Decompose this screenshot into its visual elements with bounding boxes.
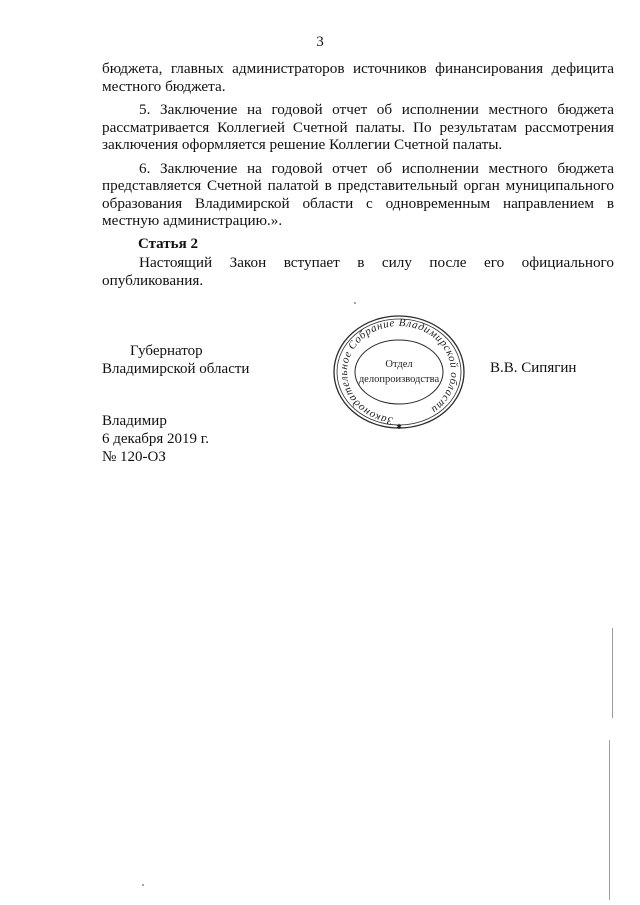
law-body [102, 60, 614, 230]
signature-title-region: Владимирской области [102, 361, 250, 377]
signature-title-position: Губернатор [130, 343, 203, 359]
seal-ring-text: Законодательное Собрание Владимирской области [338, 316, 461, 427]
closing-block [102, 412, 209, 466]
article-text: Настоящий Закон вступает в силу после его официального опубликования. [102, 254, 614, 289]
closing-number: № 120-ОЗ [102, 449, 166, 465]
official-seal-stamp [327, 314, 471, 434]
scan-edge-mark [612, 628, 613, 718]
paragraph-item-5: 5. Заключение на годовой отчет об исполнении местного бюджета рассматривается Коллегией Счетной палаты. По результатам рассмотрения заключения оформляется решение Коллегии Счетной палаты. [102, 101, 614, 153]
page-number: 3 [316, 34, 324, 50]
signatory-name: В.В. Сипягин [490, 360, 577, 376]
closing-city: Владимир [102, 413, 167, 429]
seal-star-icon: ✱ [396, 423, 402, 431]
paragraph-item-6: 6. Заключение на годовой отчет об исполнении местного бюджета представляется Счетной палатой в представительный орган муниципального образования Владимирской области с одновременным направлением в местную администрацию.». [102, 159, 614, 229]
article-body [102, 254, 614, 289]
signature-title [102, 342, 282, 378]
article-heading: Статья 2 [138, 236, 198, 252]
seal-center-line2: делопроизводства [358, 374, 440, 385]
closing-date: 6 декабря 2019 г. [102, 431, 209, 447]
paragraph-continuation: бюджета, главных администраторов источников финансирования дефицита местного бюджета. [102, 60, 614, 95]
scan-speck [354, 302, 356, 304]
scan-speck [142, 884, 144, 886]
scan-edge-mark [609, 740, 610, 900]
seal-center-line1: Отдел [385, 359, 413, 370]
